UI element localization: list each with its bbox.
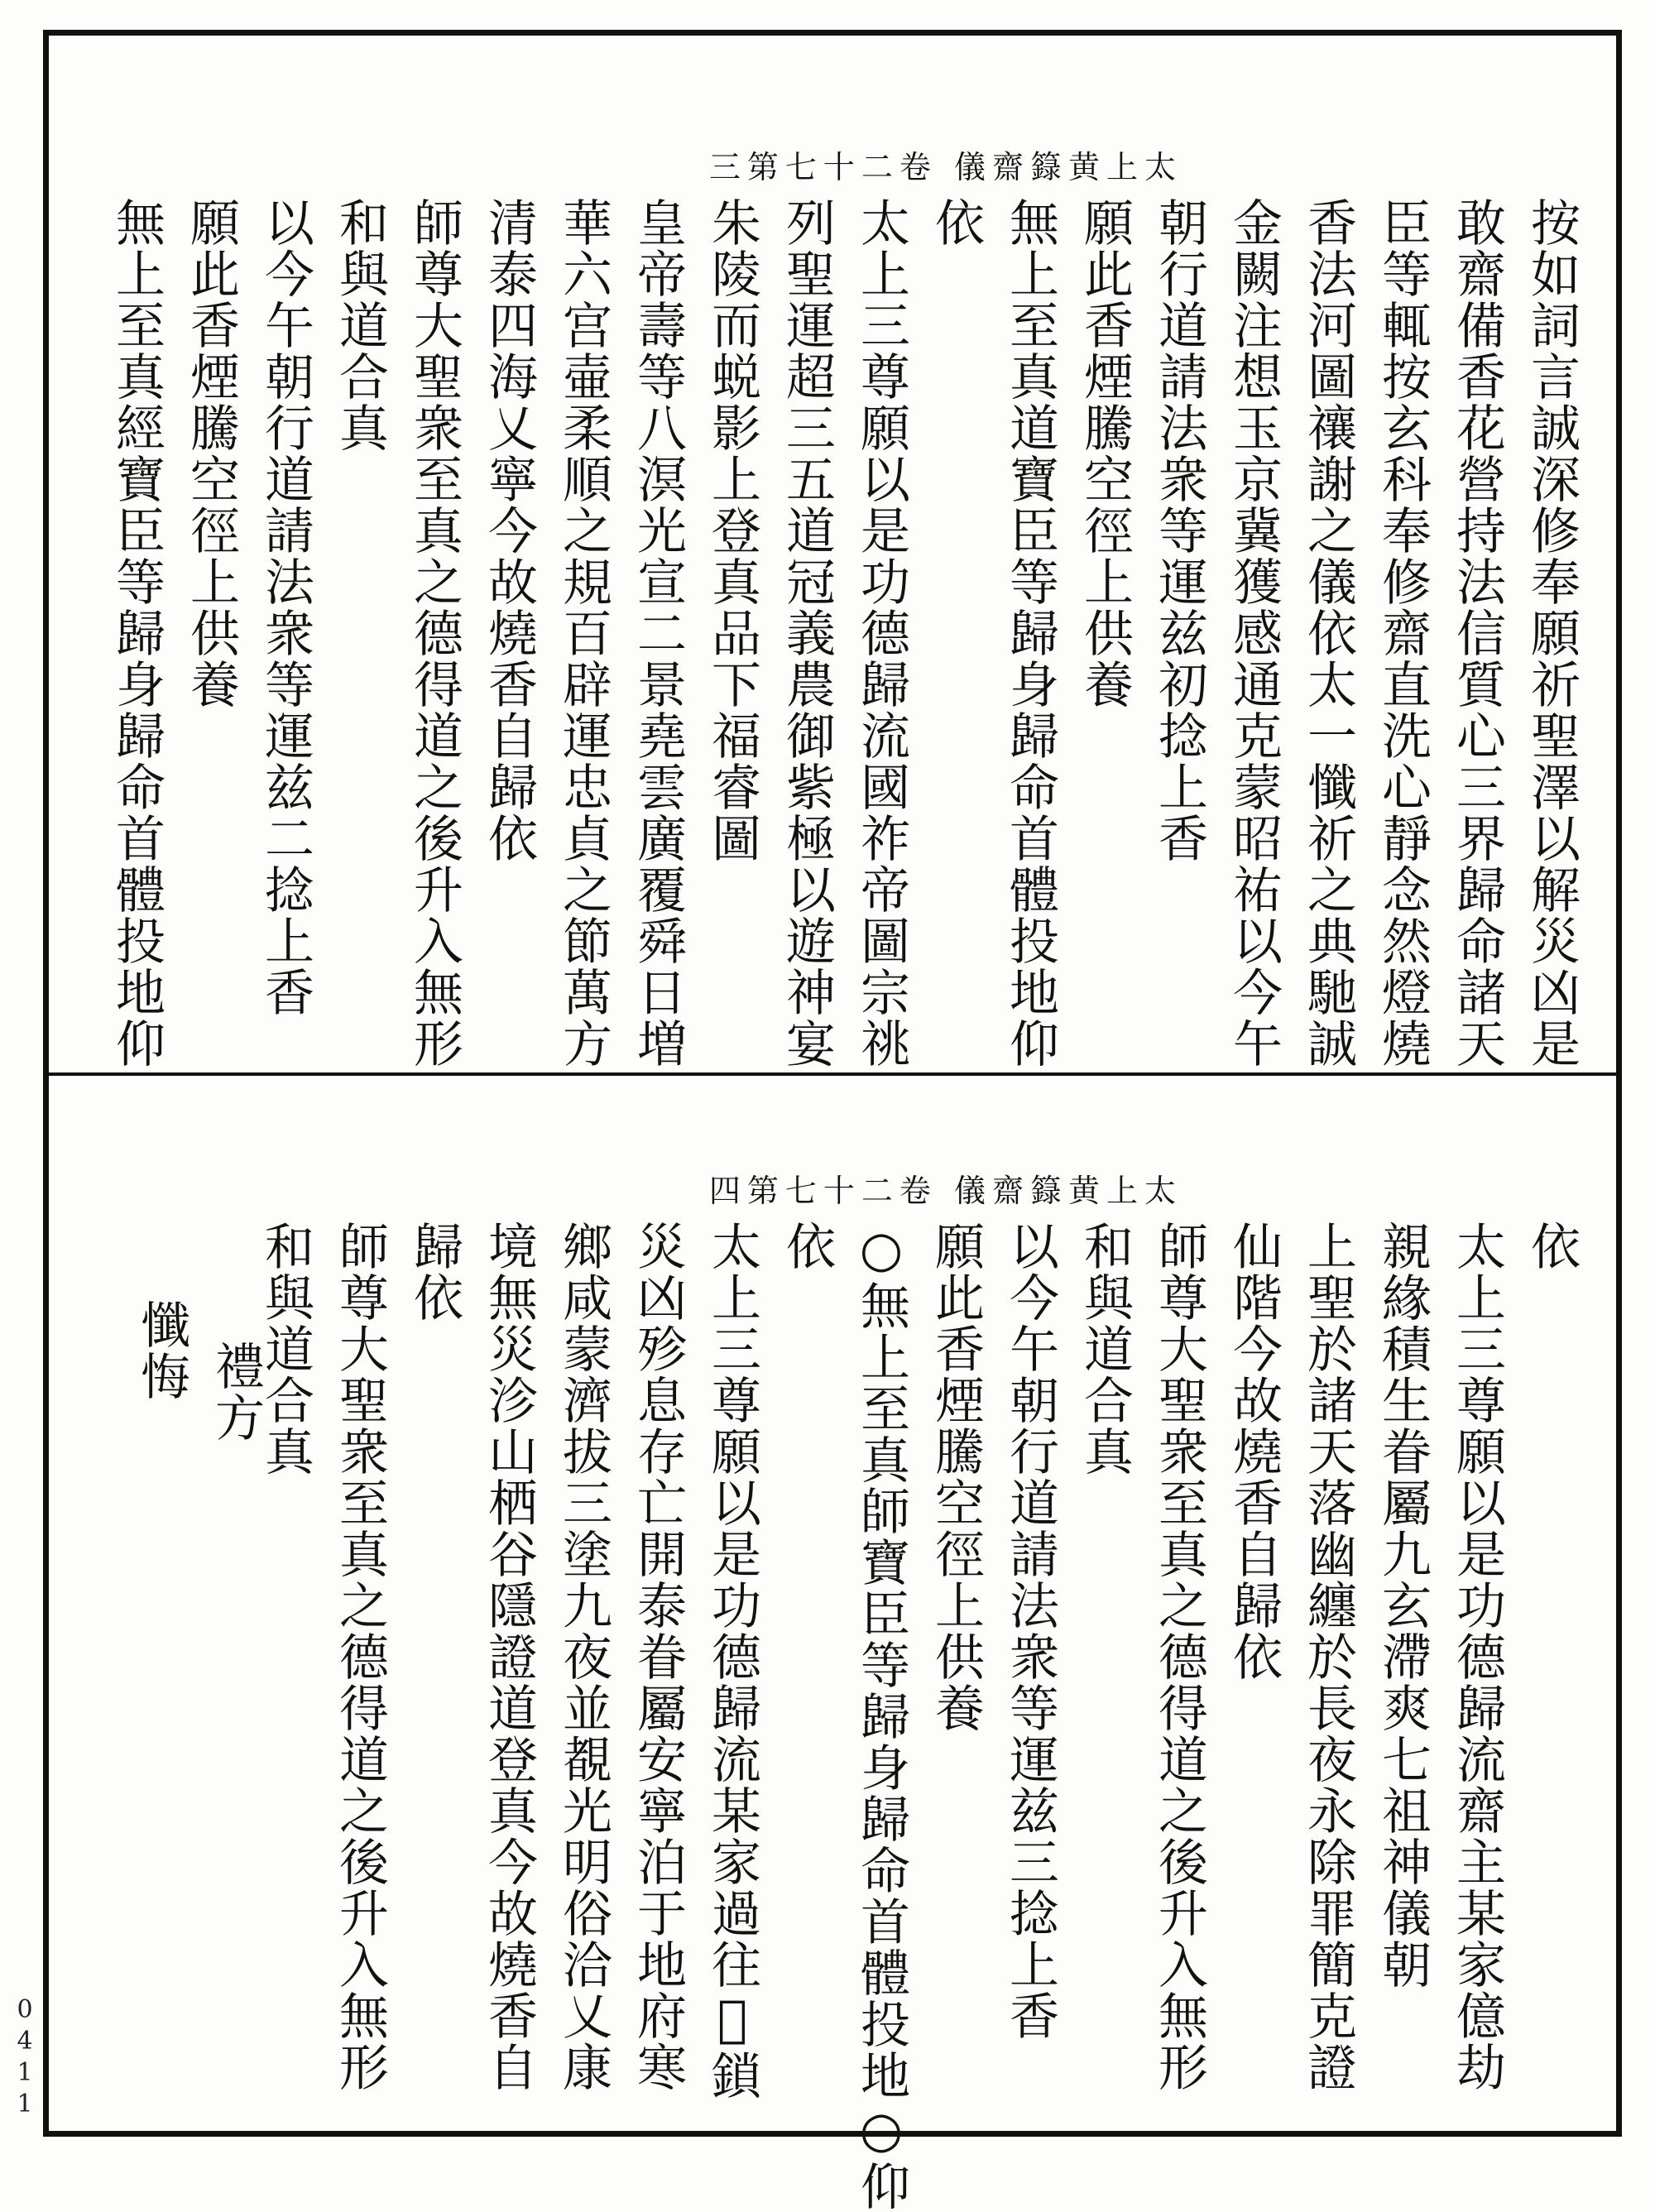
text-column: 師尊大聖衆至真之德得道之後升入無形 <box>331 1221 389 2093</box>
side-digit: 1 <box>17 2090 33 2118</box>
side-digit: 1 <box>17 2058 33 2087</box>
text-column: 懺悔 <box>132 1299 190 1402</box>
bottom-page <box>49 1076 1616 2212</box>
text-column: 歸依 <box>405 1221 463 1323</box>
text-column: 按如詞言誠深修奉願祈聖澤以解災凶是 <box>1523 197 1581 1069</box>
text-column: 皇帝壽等八溟光宣二景堯雲廣覆舜日増 <box>629 197 687 1069</box>
text-column: 和與道合真 <box>1076 1221 1134 1477</box>
text-column: 清泰四海乂寧今故燒香自歸依 <box>480 197 538 864</box>
text-column: 鄉咸蒙濟拔三塗九夜並覩光明俗洽乂康 <box>554 1221 612 2093</box>
text-column: 依 <box>1523 1221 1581 1272</box>
text-column: 無上至真經寶臣等歸身歸命首體投地仰 <box>108 197 166 1069</box>
text-column: 太上三尊願以是功德歸流國祚帝圖宗祧 <box>852 197 910 1069</box>
text-column: 依 <box>927 197 985 248</box>
text-column: 依 <box>778 1221 836 1272</box>
text-column: 列聖運超三五道冠義農御紫極以遊神宴 <box>778 197 836 1069</box>
text-column: 臣等輒按玄科奉修齋直洗心靜念然燈燒 <box>1374 197 1432 1069</box>
text-column: 香法河圖禳謝之儀依太一懺祈之典馳誠 <box>1299 197 1357 1069</box>
text-column: 上聖於諸天落幽纏於長夜永除罪簡克證 <box>1299 1221 1357 2093</box>
side-digit: 0 <box>17 1995 33 2024</box>
text-column: 禮方 <box>207 1341 265 1443</box>
text-column: 金闕注想玉京冀獲感通克蒙昭祐以今午 <box>1225 197 1283 1069</box>
text-column: 以今午朝行道請法衆等運兹二捻上香 <box>257 197 314 1018</box>
side-digit: 4 <box>17 2027 33 2056</box>
text-column: 敢齋備香花營持法信質心三界歸命諸天 <box>1448 197 1506 1069</box>
top-page-header: 太上黄籙齋儀 卷二十七第三 <box>708 149 1182 185</box>
text-column: 以今午朝行道請法衆等運兹三捻上香 <box>1001 1221 1059 2042</box>
text-column: 親緣積生眷屬九玄滯爽七祖神儀朝 <box>1374 1221 1432 1990</box>
text-column: 和與道合真 <box>331 197 389 453</box>
bottom-page-header: 太上黄籙齋儀 卷二十七第四 <box>708 1173 1182 1209</box>
text-column: 朱陵而蜕影上登真品下福睿圖 <box>703 197 761 864</box>
text-column: 無上至真道寶臣等歸身歸命首體投地仰 <box>1001 197 1059 1069</box>
text-column: 災凶殄息存亡開泰眷屬安寧泊于地府寒 <box>629 1221 687 2093</box>
side-page-number <box>15 1994 35 2120</box>
text-column: 朝行道請法衆等運兹初捻上香 <box>1150 197 1208 864</box>
text-column: 師尊大聖衆至真之德得道之後升入無形 <box>1150 1221 1208 2093</box>
text-column: 和與道合真 <box>257 1221 314 1477</box>
top-page <box>49 36 1616 1072</box>
text-column: 境無災沴山栖谷隱證道登真今故燒香自 <box>480 1221 538 2093</box>
text-column: 太上三尊願以是功德歸流齋主某家億劫 <box>1448 1221 1506 2093</box>
text-column: 仙階今故燒香自歸依 <box>1225 1221 1283 1682</box>
text-column: 願此香煙騰空徑上供養 <box>1076 197 1134 710</box>
text-column: 太上三尊願以是功德歸流某家過往𧧈鎖 <box>703 1221 761 2101</box>
text-column: 華六宫壷柔順之規百辟運忠貞之節萬方 <box>554 197 612 1069</box>
text-column: 願此香煙騰空徑上供養 <box>927 1221 985 1734</box>
text-column: 願此香煙騰空徑上供養 <box>182 197 240 710</box>
text-column: ○無上至真師寶臣等歸身歸命首體投地○仰 <box>852 1221 910 2212</box>
text-column: 師尊大聖衆至真之德得道之後升入無形 <box>405 197 463 1069</box>
